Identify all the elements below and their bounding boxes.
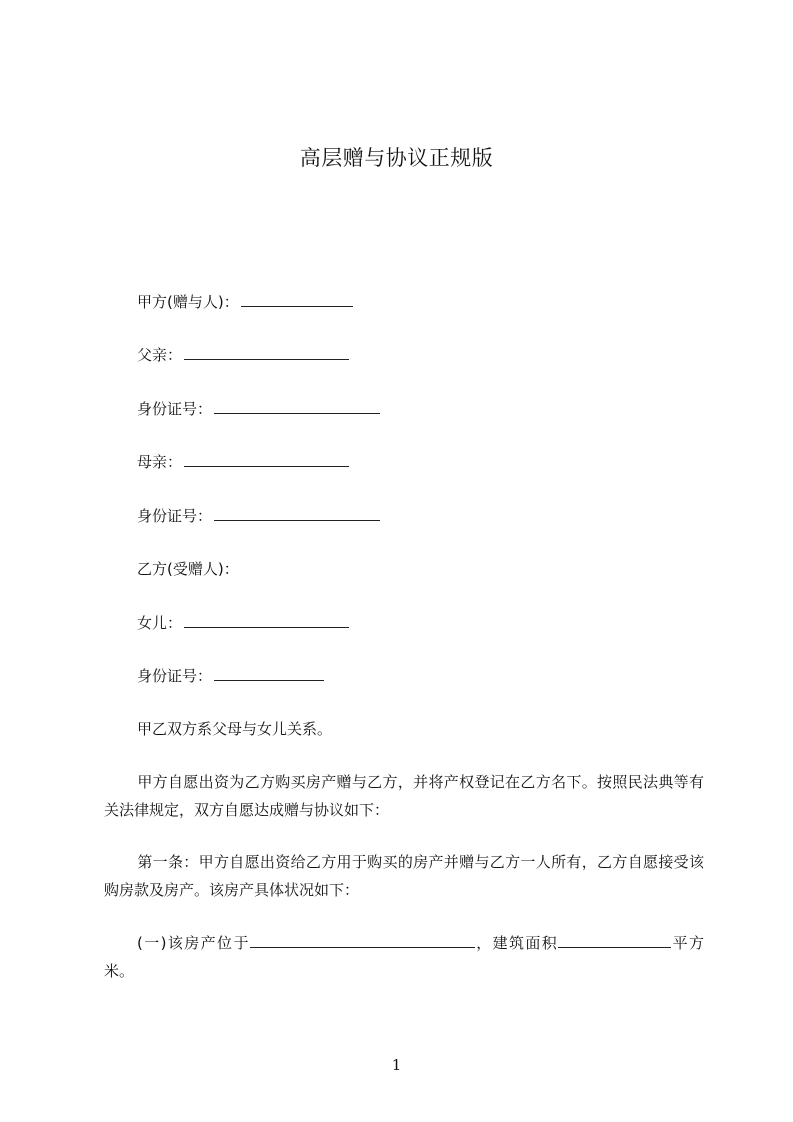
paragraph-intro [104,768,704,824]
area-blank [558,931,671,948]
relation-statement: 甲乙双方系父母与女儿关系。 [137,720,333,738]
field-label: 身份证号： [137,507,213,525]
field-label: 母亲： [137,453,183,471]
field-label: 身份证号： [137,667,213,685]
field-father-id [137,399,380,419]
field-father [137,345,349,365]
blank-line [214,666,324,681]
blank-line [214,399,380,414]
paragraph-text: 甲方自愿出资为乙方购买房产赠与乙方，并将产权登记在乙方名下。按照民法典等有关法律规定，双方自愿达成赠与协议如下： [104,773,704,819]
paragraph-text: 第一条：甲方自愿出资给乙方用于购买的房产并赠与乙方一人所有，乙方自愿接受该购房款及房产。该房产具体状况如下： [104,853,704,899]
paragraph-article-one [104,848,704,904]
item-suffix: 平方米。 [104,934,704,980]
blank-line [184,345,349,360]
field-daughter [137,613,349,633]
paragraph-item-one [104,929,704,985]
blank-line [214,506,380,521]
page-number: 1 [391,1056,402,1074]
field-label: 身份证号： [137,400,213,418]
document-title: 高层赠与协议正规版 [299,146,494,170]
field-donor [137,292,353,312]
blank-line [184,613,349,628]
field-recipient [137,559,239,579]
address-blank [250,931,475,948]
field-daughter-id [137,666,324,686]
field-label: 甲方(赠与人)： [137,293,239,311]
field-mother [137,452,349,472]
field-mother-id [137,506,380,526]
blank-line [184,452,349,467]
blank-line [241,292,353,307]
item-prefix: (一)该房产位于 [137,934,250,952]
field-label: 父亲： [137,346,183,364]
field-label: 乙方(受赠人)： [137,560,239,578]
item-middle: ，建筑面积 [474,934,559,952]
field-label: 女儿： [137,614,183,632]
